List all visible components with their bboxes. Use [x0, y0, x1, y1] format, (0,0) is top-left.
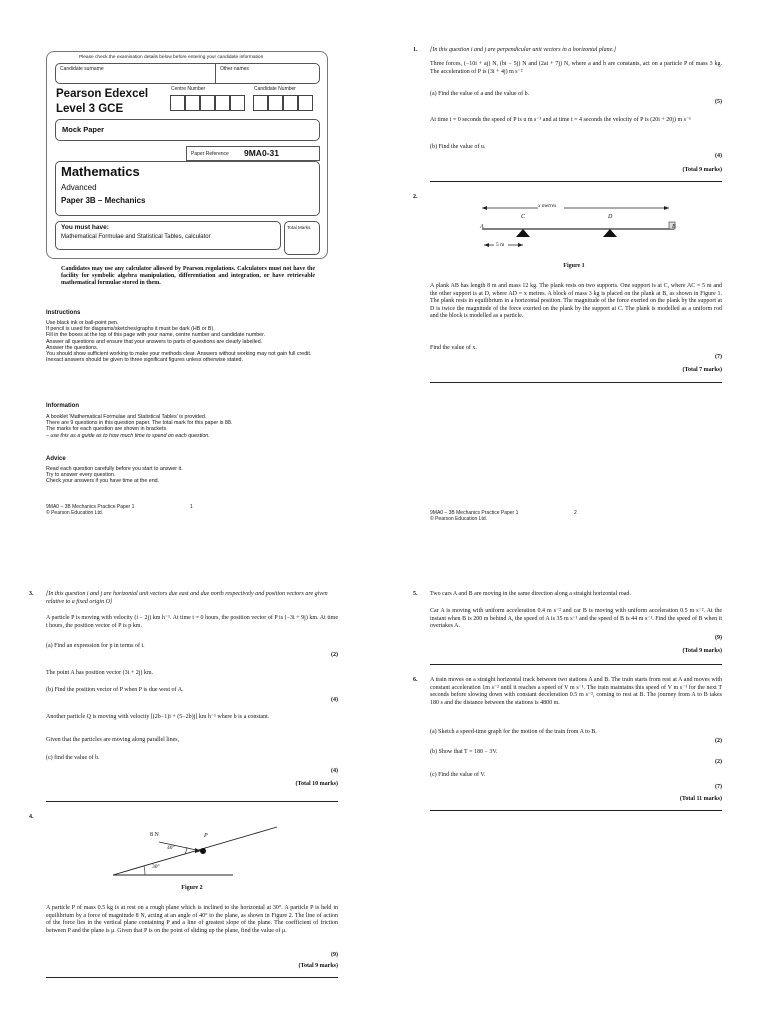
question-2-mark-wrap [430, 354, 722, 362]
centre-number-label: Centre Number [171, 86, 206, 92]
board-name: Pearson Edexcel [56, 88, 149, 100]
question-3b: (b) Find the position vector of P when P is due west of A. [46, 687, 184, 693]
figure-1-5m-label: 5 m [496, 242, 505, 248]
question-5-total: (Total 9 marks) [682, 648, 722, 654]
question-1-text: Three forces, (−10i + aj) N, (bi − 5j) N and (2ai + 7j) N, where a and b are constants, act on a particle P of mass 3 kg. The acceleration of P is (3i + 4j) m s⁻² [430, 61, 722, 75]
question-4-text: A particle P of mass 0.5 kg is at rest on a rough plane which is inclined to the horizontal at 30°. A particle P is held in equilibrium by a force of magnitude 8 N, acting at an angle of 40° to the plane, as shown in Figure 2. The line of action of the force lies in the vertical plane containing P and a line of greatest slope of the plane. The coefficient of friction between P and the plane is μ. Given that P is on the point of sliding up the plane, find the value of μ. [46, 905, 338, 934]
question-3b-mark-wrap [46, 697, 338, 705]
figure-2-p-label: P [204, 833, 208, 839]
figure-2-force-label: 8 N [150, 832, 159, 838]
page-number: 2 [574, 510, 577, 516]
figure-2-angle-30: 30° [152, 864, 160, 870]
question-2-find: Find the value of x. [430, 345, 477, 351]
question-3-intro: [In this question i and j are horizontal unit vectors due east and due north respectively and position vectors are given relative to a fixed origin O] [46, 591, 328, 605]
page-number: 1 [190, 504, 193, 510]
board-level: Level 3 GCE [56, 103, 124, 115]
must-have-label: You must have: [61, 224, 109, 231]
question-1b: (b) Find the value of u. [430, 144, 486, 150]
page-2 [384, 0, 768, 516]
question-6c: (c) Find the value of V. [430, 772, 486, 778]
support-c [516, 229, 530, 237]
information-list [46, 414, 338, 439]
question-3-total: (Total 10 marks) [295, 781, 338, 787]
figure-2-angle-40: 40° [167, 845, 175, 851]
question-2-total: (Total 7 marks) [682, 367, 722, 373]
page-2-footer-line2: © Pearson Education Ltd. [430, 516, 488, 522]
question-3c-mark-wrap [46, 768, 338, 776]
page-3 [0, 512, 384, 1024]
question-1-number: 1. [413, 47, 418, 53]
question-1-divider [430, 181, 722, 182]
question-6-total-wrap [430, 796, 722, 804]
question-6b-mark: (2) [715, 759, 722, 765]
instruction-item: Answer the questions. [46, 344, 99, 351]
x-metres-arrow-left [482, 206, 487, 210]
question-3-total-wrap [46, 781, 338, 789]
question-1b-mark: (4) [715, 153, 722, 159]
question-2-number: 2. [413, 194, 418, 200]
figure-1-label-c: C [521, 214, 526, 220]
five-metre-arrow-left [484, 243, 489, 247]
question-2-mark: (7) [715, 354, 722, 360]
subject-title: Mathematics [61, 164, 140, 179]
question-3-point-a: The point A has position vector (3i + 2j) km. [46, 670, 154, 676]
advice-item: Check your answers if you have time at the end. [46, 478, 160, 485]
question-2-divider [430, 382, 722, 383]
information-item: A booklet 'Mathematical Formulae and Statistical Tables' is provided. [46, 414, 207, 420]
advice-item: Read each question carefully before you start to answer it. [46, 466, 183, 472]
question-3a-mark-wrap [46, 652, 338, 660]
question-3b-mark: (4) [331, 697, 338, 703]
figure-2-diagram [105, 817, 285, 879]
question-1-total: (Total 9 marks) [682, 167, 722, 173]
instruction-item: Answer all questions and ensure that your answers to parts of questions are clearly labelled. [46, 338, 263, 345]
question-1a-mark-wrap [430, 99, 722, 107]
question-3a: (a) Find an expression for p in terms of t. [46, 643, 145, 649]
question-6a: (a) Sketch a speed-time graph for the motion of the train from A to B. [430, 729, 597, 735]
support-d [603, 229, 617, 237]
paper-reference-value: 9MA0-31 [244, 148, 279, 158]
question-5-divider [430, 664, 722, 665]
question-3c-mark: (4) [331, 768, 338, 774]
centre-number-cell[interactable] [170, 95, 185, 111]
instruction-item: You should show sufficient working to make your methods clear. Answers without working may not gain full credit. [46, 351, 312, 358]
question-4-total: (Total 9 marks) [298, 963, 338, 969]
footer-line1: 9MA0 – 3B Mechanics Practice Paper 1 [430, 510, 519, 516]
question-1-intro: [In this question i and j are perpendicular unit vectors in a horizontal plane.] [430, 47, 617, 53]
question-5-intro: Two cars A and B are moving in the same direction along a straight horizontal road. [430, 591, 631, 597]
figure-1-label-a: A [480, 224, 484, 230]
question-6-divider [430, 810, 722, 811]
centre-number-cell[interactable] [215, 95, 230, 111]
name-divider [215, 63, 216, 84]
page-4 [384, 512, 768, 1024]
instruction-item: Inexact answers should be given to three significant figures unless otherwise stated. [46, 357, 243, 364]
question-6-total: (Total 11 marks) [679, 796, 722, 802]
subject-paper: Paper 3B – Mechanics [61, 196, 146, 205]
question-3-given: Given that the particles are moving along parallel lines, [46, 737, 180, 743]
advice-heading: Advice [46, 456, 66, 462]
candidate-surname-label: Candidate surname [60, 66, 104, 72]
question-4-divider [46, 977, 338, 978]
total-marks-label: Total Marks [287, 225, 311, 230]
question-3-text: A particle P is moving with velocity (i − 2j) km h⁻¹. At time t = 0 hours, the position vector of P is (−3i + 9j) km. At time t hours, the position vector of P is p km. [46, 615, 338, 629]
advice-item: Try to answer every question. [46, 472, 116, 479]
question-1a: (a) Find the value of a and the value of b. [430, 91, 530, 97]
information-heading: Information [46, 403, 79, 409]
question-6a-mark: (2) [715, 738, 722, 744]
question-1b-mark-wrap [430, 153, 722, 161]
question-5-mark-wrap [430, 635, 722, 643]
question-5-total-wrap [430, 648, 722, 656]
information-item: – use this as a guide as to how much time to spend on each question. [46, 432, 210, 439]
question-4-mark: (9) [331, 952, 338, 958]
information-item: There are 9 questions in this question paper. The total mark for this paper is 88. [46, 420, 233, 427]
question-6b-mark-wrap [430, 759, 722, 767]
question-4-mark-wrap [46, 952, 338, 960]
paper-reference-label: Paper Reference [191, 151, 229, 157]
figure-1-caption: Figure 1 [563, 263, 585, 269]
page-1 [0, 0, 384, 516]
question-3-number: 3. [29, 591, 34, 597]
question-5-mark: (9) [715, 635, 722, 641]
question-1-total-wrap [430, 167, 722, 175]
question-3-divider [46, 801, 338, 802]
question-1a-mark: (5) [715, 99, 722, 105]
mock-paper-label: Mock Paper [62, 125, 105, 134]
question-2-total-wrap [430, 367, 722, 375]
instruction-item: Use black ink or ball-point pen. [46, 320, 119, 326]
particle-p [200, 848, 206, 854]
question-1b-text: At time t = 0 seconds the speed of P is u m s⁻¹ and at time t = 4 seconds the velocity of P is (20i + 20j) m s⁻¹ [430, 117, 691, 123]
question-4-total-wrap [46, 963, 338, 971]
question-3c: (c) find the value of b. [46, 755, 100, 761]
subject-level: Advanced [61, 183, 97, 192]
question-4-number: 4. [29, 814, 34, 820]
candidate-number-cell[interactable] [298, 95, 313, 111]
figure-1-x-label: x metres [538, 203, 557, 209]
question-6b: (b) Show that T = 180 − 3V. [430, 749, 498, 755]
question-6c-mark: (7) [715, 784, 722, 790]
candidate-number-cell[interactable] [283, 95, 298, 111]
instructions-list [46, 320, 338, 363]
centre-number-cell[interactable] [230, 95, 245, 111]
instructions-heading: Instructions [46, 310, 81, 316]
question-6-text: A train moves on a straight horizontal track between two stations A and B. The train starts from rest at A and moves with constant acceleration 1m s⁻² until it reaches a speed of V m s⁻¹. The train maintains this speed of V m s⁻¹ for the next T seconds before slowing down with constant deceleration 0.5 m s⁻², coming to rest at B. The journey from A to B takes 180 s and the distance between the stations is 4800 m. [430, 677, 722, 706]
footer-line2: © Pearson Education Ltd. [46, 510, 104, 516]
x-metres-arrow-right [664, 206, 669, 210]
question-6a-mark-wrap [430, 738, 722, 746]
question-5-number: 5. [413, 591, 418, 597]
question-5-text: Car A is moving with uniform acceleration 0.4 m s⁻² and car B is moving with uniform acceleration 0.5 m s⁻². At the instant when B is 200 m behind A, the speed of A is 35 m s⁻¹ and the speed of B is 44 m s⁻¹. Find the speed of B when it overtakes A. [430, 608, 722, 629]
calculator-note: Candidates may use any calculator allowed by Pearson regulations. Calculators must not have the facility for symbolic algebra manipulation, differentiation and integration, or have retrievable mathematical formulae stored in them. [61, 266, 315, 286]
question-6c-mark-wrap [430, 784, 722, 792]
information-item: The marks for each question are shown in brackets [46, 426, 167, 433]
must-have-text: Mathematical Formulae and Statistical Tables, calculator [61, 234, 211, 240]
top-notice: Please check the examination details below before entering your candidate information [79, 55, 264, 60]
other-names-label: Other names [220, 66, 249, 72]
figure-2-caption: Figure 2 [181, 885, 203, 891]
centre-number-cell[interactable] [200, 95, 215, 111]
question-3-another: Another particle Q is moving with velocity [(2b−1)i + (5−2b)j] km h⁻¹ where b is a constant. [46, 714, 270, 720]
centre-number-cell[interactable] [185, 95, 200, 111]
instruction-item: If pencil is used for diagrams/sketches/graphs it must be dark (HB or B). [46, 326, 215, 333]
angle-30-arc [144, 866, 145, 875]
advice-list [46, 466, 338, 485]
instruction-item: Fill in the boxes at the top of this page with your name, centre number and candidate number. [46, 332, 266, 339]
question-2-text: A plank AB has length 8 m and mass 12 kg. The plank rests on two supports. One support is at C, where AC = 5 m and the other support is at D, where AD = x metres. A block of mass 3 kg is placed on the plank at B, as shown in Figure 1. The plank rests in equilibrium in a horizontal position. The magnitude of the force exerted on the plank by the support at D is twice the magnitude of the force exerted on the plank by the support at C. The plank is modelled as a uniform rod and the block is modelled as a particle. [430, 283, 722, 319]
candidate-number-cell[interactable] [268, 95, 283, 111]
figure-1-label-b: B [672, 224, 676, 230]
figure-1-label-d: D [608, 214, 613, 220]
candidate-number-cell[interactable] [253, 95, 268, 111]
footer-line1: 9MA0 – 3B Mechanics Practice Paper 1 [46, 504, 135, 510]
question-3a-mark: (2) [331, 652, 338, 658]
force-line [159, 842, 201, 851]
question-6-number: 6. [413, 677, 418, 683]
candidate-number-label: Candidate Number [254, 86, 296, 92]
five-metre-arrow-right [518, 243, 523, 247]
